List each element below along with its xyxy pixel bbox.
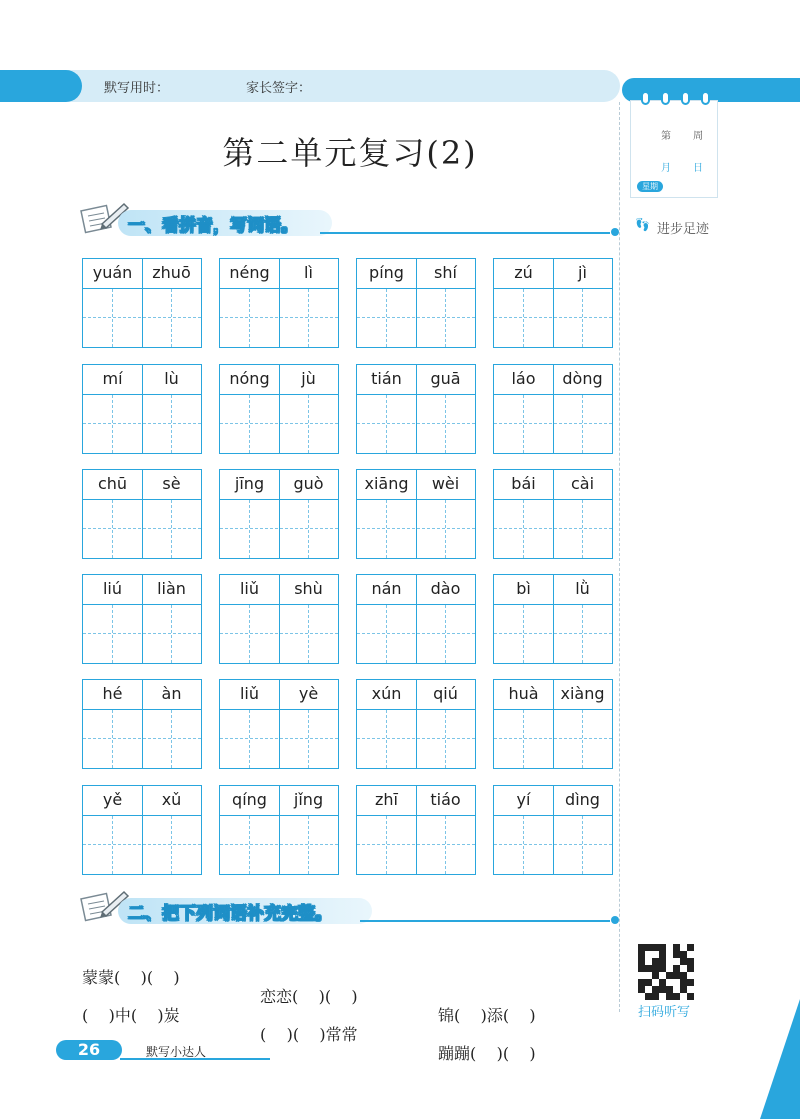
qr-module: [687, 958, 694, 965]
pinyin-syllable: xǔ: [161, 790, 182, 809]
word-box[interactable]: [82, 258, 202, 348]
qr-module: [638, 979, 645, 986]
guide-line: [494, 423, 612, 424]
qr-module: [673, 979, 680, 986]
guide-line: [249, 395, 250, 453]
word-box[interactable]: [493, 679, 613, 769]
pinyin-syllable: àn: [161, 684, 182, 703]
word-box[interactable]: [82, 364, 202, 454]
fill-item: ( )中( )炭: [82, 1006, 180, 1025]
guide-line: [83, 844, 201, 845]
pinyin-syllable: liàn: [157, 579, 186, 598]
qr-module: [659, 944, 666, 951]
guide-line: [494, 633, 612, 634]
pinyin-syllable: xún: [371, 684, 402, 703]
guide-line: [308, 395, 309, 453]
cell-divider: [553, 470, 554, 558]
ring-icon: [641, 91, 650, 105]
guide-line: [523, 816, 524, 874]
pinyin-syllable: cài: [570, 474, 595, 493]
guide-line: [112, 289, 113, 347]
qr-module: [652, 951, 659, 958]
qr-module: [638, 972, 645, 979]
pinyin-syllable: mí: [102, 369, 123, 388]
guide-line: [249, 816, 250, 874]
section-heading: 二、把下列词语补充完整。: [128, 904, 332, 924]
cell-divider: [416, 259, 417, 347]
pinyin-syllable: dào: [430, 579, 461, 598]
word-box[interactable]: [356, 574, 476, 664]
cell-divider: [416, 575, 417, 663]
pinyin-syllable: yuán: [92, 263, 133, 282]
guide-line: [523, 710, 524, 768]
qr-module: [638, 986, 645, 993]
guide-line: [386, 710, 387, 768]
qr-module: [659, 951, 666, 958]
qr-module: [673, 951, 680, 958]
cell-divider: [279, 365, 280, 453]
guide-line: [249, 710, 250, 768]
qr-module: [645, 993, 652, 1000]
qr-module: [666, 965, 673, 972]
pinyin-syllable: dìng: [565, 790, 600, 809]
qr-module: [673, 986, 680, 993]
guide-line: [445, 710, 446, 768]
word-box[interactable]: [219, 785, 339, 875]
pinyin-syllable: lù: [164, 369, 179, 388]
word-box[interactable]: [493, 785, 613, 875]
qr-module: [687, 986, 694, 993]
qr-module: [645, 965, 652, 972]
qr-module: [659, 972, 666, 979]
guide-line: [171, 500, 172, 558]
guide-line: [582, 816, 583, 874]
guide-line: [220, 528, 338, 529]
qr-module: [680, 986, 687, 993]
fill-item: ( )( )常常: [260, 1025, 358, 1044]
qr-module: [645, 986, 652, 993]
qr-module: [652, 993, 659, 1000]
qr-module: [680, 979, 687, 986]
cell-divider: [553, 365, 554, 453]
corner-decoration: [760, 999, 800, 1119]
qr-module: [659, 958, 666, 965]
word-box[interactable]: [219, 364, 339, 454]
parent-signature-label: 家长签字：: [246, 81, 312, 96]
section-rule: [360, 920, 610, 922]
qr-module: [652, 965, 659, 972]
cell-divider: [142, 680, 143, 768]
guide-line: [445, 395, 446, 453]
cell-divider: [142, 786, 143, 874]
pinyin-syllable: qíng: [232, 790, 267, 809]
qr-module: [680, 951, 687, 958]
qr-module: [659, 986, 666, 993]
word-box[interactable]: [356, 785, 476, 875]
guide-line: [83, 423, 201, 424]
guide-line: [220, 317, 338, 318]
qr-module: [687, 965, 694, 972]
book-title: 默写小达人: [146, 1045, 207, 1059]
pinyin-syllable: yè: [298, 684, 319, 703]
guide-line: [523, 289, 524, 347]
guide-line: [582, 605, 583, 663]
guide-line: [112, 710, 113, 768]
fill-item: 蹦蹦( )( ): [438, 1044, 536, 1063]
qr-module: [638, 965, 645, 972]
qr-module: [652, 944, 659, 951]
cell-divider: [416, 680, 417, 768]
page-number: 26: [56, 1040, 122, 1060]
pinyin-syllable: jǐng: [293, 790, 324, 809]
qr-module: [680, 965, 687, 972]
word-box[interactable]: [219, 469, 339, 559]
word-box[interactable]: [82, 679, 202, 769]
qr-module: [673, 944, 680, 951]
guide-line: [112, 605, 113, 663]
pinyin-syllable: liú: [102, 579, 123, 598]
word-box[interactable]: [356, 469, 476, 559]
guide-line: [357, 633, 475, 634]
pinyin-syllable: qiú: [433, 684, 458, 703]
dictation-time-label: 默写用时：: [104, 81, 170, 96]
cell-divider: [416, 470, 417, 558]
pinyin-syllable: láo: [511, 369, 536, 388]
guide-line: [112, 500, 113, 558]
guide-line: [308, 289, 309, 347]
guide-line: [249, 289, 250, 347]
guide-line: [171, 289, 172, 347]
pinyin-syllable: píng: [369, 263, 404, 282]
pinyin-syllable: tián: [371, 369, 402, 388]
cell-divider: [553, 575, 554, 663]
guide-line: [171, 710, 172, 768]
guide-line: [83, 317, 201, 318]
pinyin-syllable: jù: [301, 369, 316, 388]
guide-line: [386, 395, 387, 453]
guide-line: [445, 289, 446, 347]
word-box[interactable]: [493, 469, 613, 559]
fill-item: 恋恋( )( ): [260, 987, 358, 1006]
qr-module: [687, 944, 694, 951]
month-label: 月: [661, 163, 671, 174]
pinyin-syllable: nán: [371, 579, 402, 598]
pinyin-syllable: lì: [304, 263, 313, 282]
qr-module: [673, 965, 680, 972]
section-rule: [320, 232, 610, 234]
pinyin-syllable: guā: [430, 369, 461, 388]
guide-line: [220, 423, 338, 424]
word-box[interactable]: [493, 258, 613, 348]
guide-line: [308, 816, 309, 874]
guide-line: [171, 395, 172, 453]
weekday-badge: 星期: [637, 181, 663, 192]
guide-line: [308, 710, 309, 768]
guide-line: [171, 605, 172, 663]
section-dot: [611, 228, 619, 236]
pinyin-syllable: sè: [162, 474, 181, 493]
qr-module: [687, 951, 694, 958]
guide-line: [112, 395, 113, 453]
pinyin-syllable: bái: [511, 474, 536, 493]
qr-module: [680, 972, 687, 979]
cell-divider: [142, 470, 143, 558]
cell-divider: [142, 365, 143, 453]
guide-line: [112, 816, 113, 874]
header-tab: [0, 70, 82, 102]
ring-icon: [701, 91, 710, 105]
pinyin-syllable: yě: [102, 790, 123, 809]
qr-module: [638, 944, 645, 951]
ring-icon: [681, 91, 690, 105]
guide-line: [357, 423, 475, 424]
scan-dictation-label: 扫码听写: [638, 1005, 691, 1020]
cell-divider: [279, 680, 280, 768]
qr-module: [687, 993, 694, 1000]
guide-line: [83, 528, 201, 529]
word-box[interactable]: [82, 469, 202, 559]
pinyin-syllable: lǜ: [575, 579, 590, 598]
qr-module: [638, 993, 645, 1000]
pinyin-syllable: zú: [514, 263, 533, 282]
pinyin-syllable: zhī: [375, 790, 398, 809]
pinyin-syllable: shù: [294, 579, 323, 598]
section-dot: [611, 916, 619, 924]
guide-line: [308, 605, 309, 663]
qr-module: [666, 958, 673, 965]
guide-line: [445, 816, 446, 874]
pinyin-syllable: néng: [229, 263, 270, 282]
guide-line: [220, 844, 338, 845]
guide-line: [494, 528, 612, 529]
guide-line: [582, 395, 583, 453]
pinyin-syllable: huà: [508, 684, 539, 703]
pinyin-syllable: wèi: [431, 474, 460, 493]
guide-line: [445, 500, 446, 558]
qr-module: [645, 951, 652, 958]
cell-divider: [553, 786, 554, 874]
qr-module: [666, 951, 673, 958]
guide-line: [494, 317, 612, 318]
guide-line: [445, 605, 446, 663]
word-box[interactable]: [82, 574, 202, 664]
qr-module: [673, 993, 680, 1000]
progress-label: 进步足迹: [657, 222, 710, 237]
ring-icon: [661, 91, 670, 105]
word-box[interactable]: [356, 258, 476, 348]
word-box[interactable]: [82, 785, 202, 875]
week-prefix: 第: [661, 131, 671, 142]
cell-divider: [553, 259, 554, 347]
pinyin-syllable: jì: [578, 263, 587, 282]
footprint-icon: 👣︎: [634, 218, 651, 233]
guide-line: [582, 500, 583, 558]
cell-divider: [142, 259, 143, 347]
page-title: 第二单元复习(2): [222, 134, 478, 172]
guide-line: [220, 738, 338, 739]
qr-module: [666, 993, 673, 1000]
guide-line: [357, 528, 475, 529]
guide-line: [523, 605, 524, 663]
pinyin-syllable: hé: [102, 684, 123, 703]
pinyin-syllable: chū: [97, 474, 128, 493]
qr-code-icon[interactable]: [638, 944, 694, 1000]
word-box[interactable]: [219, 679, 339, 769]
cell-divider: [416, 365, 417, 453]
cell-divider: [553, 680, 554, 768]
guide-line: [249, 500, 250, 558]
fill-item: 锦( )添( ): [438, 1006, 536, 1025]
qr-module: [687, 979, 694, 986]
word-box[interactable]: [219, 574, 339, 664]
cell-divider: [279, 259, 280, 347]
guide-line: [386, 500, 387, 558]
pinyin-syllable: liǔ: [239, 684, 260, 703]
guide-line: [386, 816, 387, 874]
pinyin-syllable: shí: [434, 263, 457, 282]
cell-divider: [142, 575, 143, 663]
guide-line: [494, 738, 612, 739]
pinyin-syllable: nóng: [229, 369, 270, 388]
pinyin-syllable: bì: [516, 579, 531, 598]
qr-module: [673, 972, 680, 979]
word-box[interactable]: [356, 679, 476, 769]
guide-line: [308, 500, 309, 558]
qr-module: [666, 979, 673, 986]
pinyin-syllable: dòng: [562, 369, 603, 388]
side-divider: [619, 102, 620, 1012]
guide-line: [357, 317, 475, 318]
pinyin-syllable: liǔ: [239, 579, 260, 598]
week-suffix: 周: [693, 131, 703, 142]
word-box[interactable]: [356, 364, 476, 454]
calendar-card: [630, 100, 718, 198]
word-box[interactable]: [493, 574, 613, 664]
cell-divider: [279, 470, 280, 558]
qr-module: [680, 958, 687, 965]
pinyin-syllable: yí: [516, 790, 531, 809]
qr-module: [680, 993, 687, 1000]
qr-module: [645, 972, 652, 979]
guide-line: [220, 633, 338, 634]
qr-module: [638, 951, 645, 958]
qr-module: [680, 944, 687, 951]
qr-module: [652, 979, 659, 986]
guide-line: [171, 816, 172, 874]
qr-module: [652, 958, 659, 965]
cell-divider: [416, 786, 417, 874]
qr-module: [687, 972, 694, 979]
cell-divider: [279, 786, 280, 874]
qr-module: [645, 958, 652, 965]
day-label: 日: [693, 163, 703, 174]
guide-line: [83, 738, 201, 739]
section-heading: 一、看拼音，写词语。: [128, 216, 298, 236]
fill-item: 蒙蒙( )( ): [82, 968, 180, 987]
guide-line: [83, 633, 201, 634]
qr-module: [652, 986, 659, 993]
word-box[interactable]: [493, 364, 613, 454]
pinyin-syllable: jīng: [234, 474, 265, 493]
qr-module: [645, 979, 652, 986]
word-box[interactable]: [219, 258, 339, 348]
guide-line: [386, 289, 387, 347]
pinyin-syllable: tiáo: [430, 790, 461, 809]
guide-line: [582, 710, 583, 768]
qr-module: [652, 972, 659, 979]
qr-module: [666, 986, 673, 993]
guide-line: [357, 738, 475, 739]
qr-module: [673, 958, 680, 965]
guide-line: [582, 289, 583, 347]
guide-line: [494, 844, 612, 845]
qr-module: [659, 979, 666, 986]
qr-module: [666, 972, 673, 979]
qr-module: [659, 993, 666, 1000]
guide-line: [523, 500, 524, 558]
guide-line: [523, 395, 524, 453]
guide-line: [357, 844, 475, 845]
pinyin-syllable: zhuō: [152, 263, 191, 282]
qr-module: [638, 958, 645, 965]
pinyin-syllable: xiāng: [364, 474, 409, 493]
guide-line: [249, 605, 250, 663]
cell-divider: [279, 575, 280, 663]
pinyin-syllable: xiàng: [560, 684, 605, 703]
qr-module: [659, 965, 666, 972]
qr-module: [666, 944, 673, 951]
guide-line: [386, 605, 387, 663]
pinyin-syllable: guò: [293, 474, 324, 493]
qr-module: [645, 944, 652, 951]
